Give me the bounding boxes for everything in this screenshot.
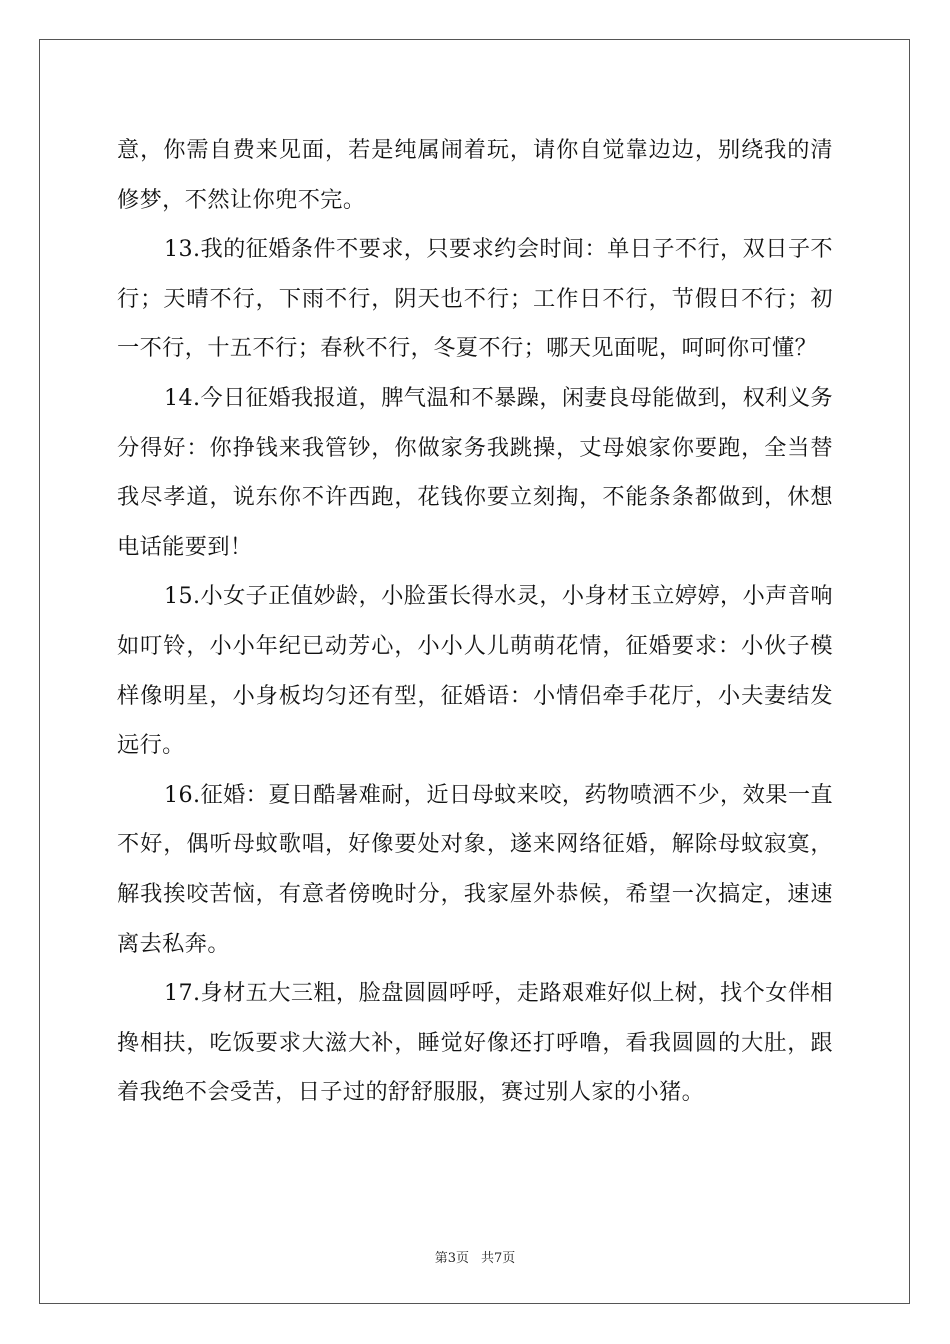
- page-footer: [0, 1247, 950, 1266]
- paragraph-continuation: 意，你需自费来见面，若是纯属闹着玩，请你自觉靠边边，别绕我的清修梦，不然让你兜不完。: [117, 137, 833, 213]
- page-total: 共7页: [481, 1251, 516, 1266]
- paragraph-item-17: 17.身材五大三粗，脸盘圆圆呼呼，走路艰难好似上树，找个女伴相搀相扶，吃饭要求大滋大补，睡觉好像还打呼噜，看我圆圆的大肚，跟着我绝不会受苦，日子过的舒舒服服，赛过别人家的小猪。: [117, 980, 833, 1106]
- document-body: [117, 126, 833, 1118]
- paragraph-item-16: 16.征婚：夏日酷暑难耐，近日母蚊来咬，药物喷洒不少，效果一直不好，偶听母蚊歌唱，好像要处对象，遂来网络征婚，解除母蚊寂寞，解我挨咬苦恼，有意者傍晚时分，我家屋外恭候，希望一次搞定，速速离去私奔。: [117, 781, 833, 957]
- paragraph-item-15: 15.小女子正值妙龄，小脸蛋长得水灵，小身材玉立婷婷，小声音响如叮铃，小小年纪已动芳心，小小人儿萌萌花情，征婚要求：小伙子模样像明星，小身板均匀还有型，征婚语：小情侣牵手花厅，小夫妻结发远行。: [117, 583, 833, 759]
- page-number: 第3页: [434, 1251, 469, 1266]
- paragraph-item-13: 13.我的征婚条件不要求，只要求约会时间：单日子不行，双日子不行；天晴不行，下雨不行，阴天也不行；工作日不行，节假日不行；初一不行，十五不行；春秋不行，冬夏不行；哪天见面呢，呵呵你可懂？: [117, 236, 833, 362]
- paragraph-item-14: 14.今日征婚我报道，脾气温和不暴躁，闲妻良母能做到，权利义务分得好：你挣钱来我管钞，你做家务我跳操，丈母娘家你要跑，全当替我尽孝道，说东你不许西跑，花钱你要立刻掏，不能条条都做到，休想电话能要到！: [117, 384, 833, 560]
